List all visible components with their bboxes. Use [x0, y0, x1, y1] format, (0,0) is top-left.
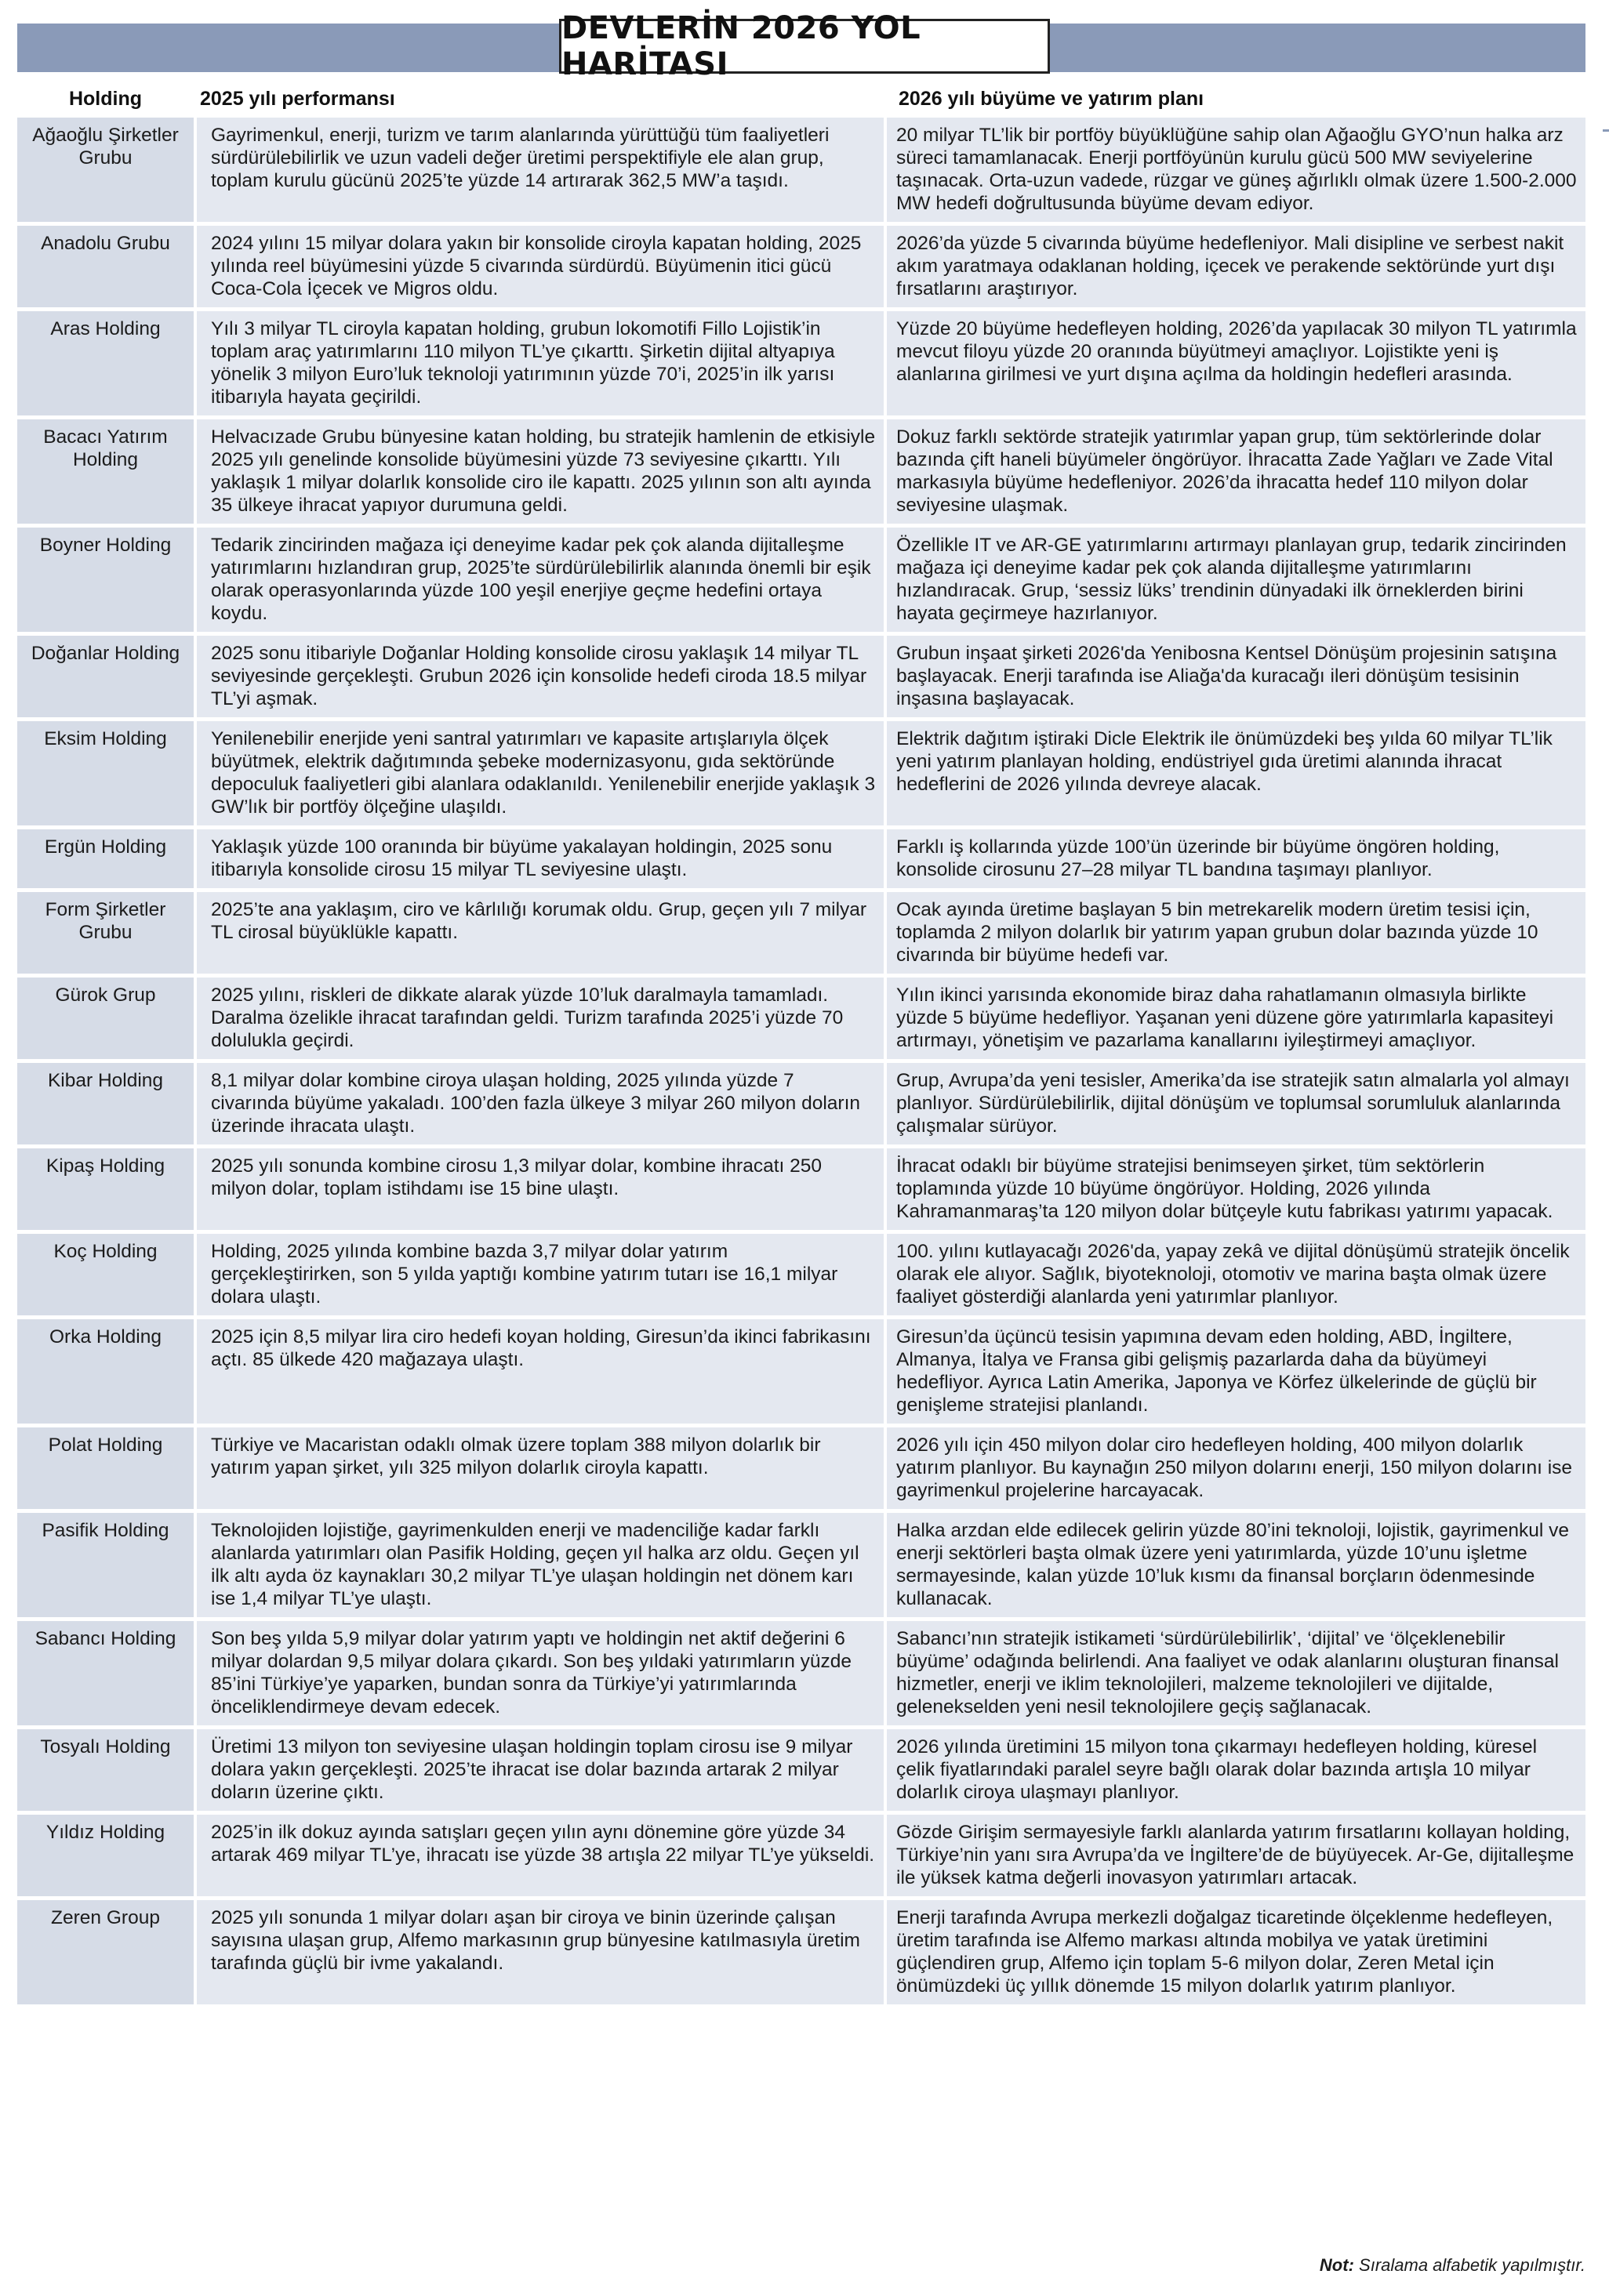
performance-cell: Tedarik zincirinden mağaza içi deneyime kadar pek çok alanda dijitalleşme yatırımlarını hızlandıran grup, 2025’te sürdürülebilirlik alanında önemli bir eşik olarak operasyonlarında yüzde 100 yeşil enerjiye geçme hedefini ortaya koydu.	[194, 528, 884, 636]
holding-name-cell: Kibar Holding	[17, 1063, 194, 1148]
holding-name-cell: Polat Holding	[17, 1427, 194, 1513]
holding-name-cell: Boyner Holding	[17, 528, 194, 636]
holding-name-cell: Ağaoğlu Şirketler Grubu	[17, 118, 194, 226]
page-title: DEVLERİN 2026 YOL HARİTASI	[559, 19, 1050, 74]
holding-name-cell: Bacacı Yatırım Holding	[17, 419, 194, 528]
holding-name-cell: Sabancı Holding	[17, 1621, 194, 1729]
plan-cell: Giresun’da üçüncü tesisin yapımına devam eden holding, ABD, İngiltere, Almanya, İtalya ve Fransa gibi gelişmiş pazarlarda daha da büyümeyi hedefliyor. Ayrıca Latin Amerika, Japonya ve Körfez ülkelerinde de güçlü bir genişleme stratejisi planlandı.	[884, 1319, 1585, 1427]
plan-cell: Dokuz farklı sektörde stratejik yatırımlar yapan grup, tüm sektörlerinde dolar bazında çift haneli büyümeler öngörüyor. İhracatta Zade Yağları ve Zade Vital markasıyla büyüme hedefleniyor. 2026’da ihracatta hedef 110 milyon dolar seviyesine ulaşmak.	[884, 419, 1585, 528]
header-performance: 2025 yılı performansı	[200, 88, 395, 110]
holding-name-cell: Yıldız Holding	[17, 1815, 194, 1900]
roadmap-table	[17, 118, 1585, 2008]
edge-mark	[1603, 129, 1609, 132]
holding-name-cell: Kipaş Holding	[17, 1148, 194, 1234]
holding-name-cell: Pasifik Holding	[17, 1513, 194, 1621]
plan-cell: Gözde Girişim sermayesiyle farklı alanlarda yatırım fırsatlarını kollayan holding, Türkiye’nin yanı sıra Avrupa’da ve İngiltere’de de büyüyecek. Ar-Ge, dijitalleşme ile yüksek katma değerli inovasyon yatırımları artacak.	[884, 1815, 1585, 1900]
performance-cell: Helvacızade Grubu bünyesine katan holding, bu stratejik hamlenin de etkisiyle 2025 yılı genelinde konsolide büyümesini yüzde 73 seviyesine çıkarttı. Yılı yaklaşık 1 milyar dolarlık konsolide ciro ile kapattı. 2025 yılının son altı ayında 35 ülkeye ihracat yapıyor durumuna geldi.	[194, 419, 884, 528]
plan-cell: 2026 yılında üretimini 15 milyon tona çıkarmayı hedefleyen holding, küresel çelik fiyatlarındaki paralel seyre bağlı olarak dolar bazında artışla 10 milyar dolarlık ciroya ulaşmayı planlıyor.	[884, 1729, 1585, 1815]
performance-cell: Yılı 3 milyar TL ciroyla kapatan holding, grubun lokomotifi Fillo Lojistik’in toplam araç yatırımlarını 110 milyon TL’ye çıkarttı. Şirketin dijital altyapıya yönelik 3 milyon Euro’luk teknoloji yatırımının yüzde 70’i, 2025’in ilk yarısı itibarıyla hayata geçirildi.	[194, 311, 884, 419]
performance-cell: 2025 yılını, riskleri de dikkate alarak yüzde 10’luk daralmayla tamamladı. Daralma özelikle ihracat tarafından geldi. Turizm tarafında 2025’i yüzde 70 dolulukla geçirdi.	[194, 978, 884, 1063]
performance-cell: Holding, 2025 yılında kombine bazda 3,7 milyar dolar yatırım gerçekleştirirken, son 5 yılda yaptığı kombine yatırım tutarı ise 16,1 milyar dolara ulaştı.	[194, 1234, 884, 1319]
holding-name-cell: Zeren Group	[17, 1900, 194, 2008]
performance-cell: 2025’in ilk dokuz ayında satışları geçen yılın aynı dönemine göre yüzde 34 artarak 469 milyar TL’ye, ihracatı ise yüzde 38 artışla 22 milyar TL’ye yükseldi.	[194, 1815, 884, 1900]
holding-name-cell: Aras Holding	[17, 311, 194, 419]
plan-cell: 20 milyar TL’lik bir portföy büyüklüğüne sahip olan Ağaoğlu GYO’nun halka arz süreci tamamlanacak. Enerji portföyünün kurulu gücü 500 MW seviyelerine taşınacak. Orta-uzun vadede, rüzgar ve güneş ağırlıklı olmak üzere 1.500-2.000 MW hedefi doğrultusunda büyüme devam ediyor.	[884, 118, 1585, 226]
plan-cell: Sabancı’nın stratejik istikameti ‘sürdürülebilirlik’, ‘dijital’ ve ‘ölçeklenebilir büyüme’ odağında belirlendi. Ana faaliyet ve odak alanlarını oluşturan finansal hizmetler, enerji ve iklim teknolojileri, malzeme teknolojileri ve dijitalde, gelenekselden yeni nesil teknolojilere geçiş sağlanacak.	[884, 1621, 1585, 1729]
performance-cell: 2025 için 8,5 milyar lira ciro hedefi koyan holding, Giresun’da ikinci fabrikasını açtı. 85 ülkede 420 mağazaya ulaştı.	[194, 1319, 884, 1427]
holding-name-cell: Doğanlar Holding	[17, 636, 194, 721]
performance-cell: Türkiye ve Macaristan odaklı olmak üzere toplam 388 milyon dolarlık bir yatırım yapan şirket, yılı 325 milyon dolarlık ciroyla kapattı.	[194, 1427, 884, 1513]
performance-cell: 2025 yılı sonunda 1 milyar doları aşan bir ciroya ve binin üzerinde çalışan sayısına ulaşan grup, Alfemo markasının grup bünyesine katılmasıyla üretim tarafında güçlü bir ivme yakalandı.	[194, 1900, 884, 2008]
plan-cell: Farklı iş kollarında yüzde 100’ün üzerinde bir büyüme öngören holding, konsolide cirosunu 27–28 milyar TL bandına taşımayı planlıyor.	[884, 829, 1585, 892]
performance-cell: Yaklaşık yüzde 100 oranında bir büyüme yakalayan holdingin, 2025 sonu itibarıyla konsolide cirosu 15 milyar TL seviyesine ulaştı.	[194, 829, 884, 892]
holding-name-cell: Koç Holding	[17, 1234, 194, 1319]
header-plan: 2026 yılı büyüme ve yatırım planı	[899, 88, 1204, 110]
footnote	[1320, 2255, 1585, 2276]
table-header	[17, 78, 1585, 119]
performance-cell: Yenilenebilir enerjide yeni santral yatırımları ve kapasite artışlarıyla ölçek büyütmek, elektrik dağıtımında şebeke modernizasyonu, gıda sektöründe depoculuk faaliyetleri gibi alanlara odaklanıldı. Yenilenebilir enerjide yaklaşık 3 GW’lık bir portföy ölçeğine ulaşıldı.	[194, 721, 884, 829]
holding-name-cell: Ergün Holding	[17, 829, 194, 892]
plan-cell: Grup, Avrupa’da yeni tesisler, Amerika’da ise stratejik satın almalarla yol almayı planlıyor. Sürdürülebilirlik, dijital dönüşüm ve toplumsal sorumluluk alanlarında çalışmalar sürüyor.	[884, 1063, 1585, 1148]
plan-cell: Elektrik dağıtım iştiraki Dicle Elektrik ile önümüzdeki beş yılda 60 milyar TL’lik yeni yatırım planlayan holding, endüstriyel gıda üretimi alanında ihracat hedeflerini de 2026 yılında devreye alacak.	[884, 721, 1585, 829]
plan-cell: Ocak ayında üretime başlayan 5 bin metrekarelik modern üretim tesisi için, toplamda 2 milyon dolarlık bir yatırım yapan grubun dolar bazında yüzde 10 civarında bir büyüme hedefi var.	[884, 892, 1585, 978]
plan-cell: Grubun inşaat şirketi 2026'da Yenibosna Kentsel Dönüşüm projesinin satışına başlayacak. Enerji tarafında ise Aliağa'da kuracağı ileri dönüşüm tesisinin inşasına başlayacak.	[884, 636, 1585, 721]
footnote-label: Not:	[1319, 2255, 1354, 2275]
holding-name-cell: Gürok Grup	[17, 978, 194, 1063]
performance-cell: Üretimi 13 milyon ton seviyesine ulaşan holdingin toplam cirosu ise 9 milyar dolara yakın gerçekleşti. 2025’te ihracat ise dolar bazında artarak 2 milyar doların üzerine çıktı.	[194, 1729, 884, 1815]
holding-name-cell: Orka Holding	[17, 1319, 194, 1427]
plan-cell: Özellikle IT ve AR-GE yatırımlarını artırmayı planlayan grup, tedarik zincirinden mağaza içi deneyime kadar pek çok alanda dijitalleşme yatırımlarını hızlandıracak. Grup, ‘sessiz lüks’ trendinin dünyadaki ilk örneklerden birini hayata geçirmeye hazırlanıyor.	[884, 528, 1585, 636]
plan-cell: 100. yılını kutlayacağı 2026'da, yapay zekâ ve dijital dönüşümü stratejik öncelik olarak ele alıyor. Sağlık, biyoteknoloji, otomotiv ve marina başta olmak üzere faaliyet gösterdiği alanlarda yeni yatırımlar planlıyor.	[884, 1234, 1585, 1319]
plan-cell: Yılın ikinci yarısında ekonomide biraz daha rahatlamanın olmasıyla birlikte yüzde 5 büyüme hedefliyor. Yaşanan yeni düzene göre yatırımlarla kapasiteyi artırmayı, yönetişim ve pazarlama kanallarını iyileştirmeyi amaçlıyor.	[884, 978, 1585, 1063]
holding-name-cell: Form Şirketler Grubu	[17, 892, 194, 978]
plan-cell: Halka arzdan elde edilecek gelirin yüzde 80’ini teknoloji, lojistik, gayrimenkul ve enerji sektörleri başta olmak üzere yeni yatırımlarda, yüzde 10’unu işletme sermayesinde, kalan yüzde 10’luk kısmı da finansal borçların ödenmesinde kullanacak.	[884, 1513, 1585, 1621]
plan-cell: 2026 yılı için 450 milyon dolar ciro hedefleyen holding, 400 milyon dolarlık yatırım planlıyor. Bu kaynağın 250 milyon dolarını enerji, 150 milyon dolarını ise gayrimenkul projelerine harcayacak.	[884, 1427, 1585, 1513]
footnote-text: Sıralama alfabetik yapılmıştır.	[1359, 2255, 1585, 2275]
plan-cell: 2026’da yüzde 5 civarında büyüme hedefleniyor. Mali disipline ve serbest nakit akım yaratmaya odaklanan holding, içecek ve perakende sektöründe yurt dışı fırsatlarını araştırıyor.	[884, 226, 1585, 311]
plan-cell: Yüzde 20 büyüme hedefleyen holding, 2026’da yapılacak 30 milyon TL yatırımla mevcut filoyu yüzde 20 oranında büyütmeyi amaçlıyor. Lojistikte yeni iş alanlarına girilmesi ve yurt dışına açılma da holdingin hedefleri arasında.	[884, 311, 1585, 419]
holding-name-cell: Anadolu Grubu	[17, 226, 194, 311]
plan-cell: İhracat odaklı bir büyüme stratejisi benimseyen şirket, tüm sektörlerin toplamında yüzde 10 büyüme öngörüyor. Holding, 2026 yılında Kahramanmaraş’ta 120 milyon dolar bütçeyle kutu fabrikası yatırımı yapacak.	[884, 1148, 1585, 1234]
performance-cell: Gayrimenkul, enerji, turizm ve tarım alanlarında yürüttüğü tüm faaliyetleri sürdürülebilirlik ve uzun vadeli değer üretimi perspektifiyle ele alan grup, toplam kurulu gücünü 2025’te yüzde 14 artırarak 362,5 MW’a taşıdı.	[194, 118, 884, 226]
holding-name-cell: Tosyalı Holding	[17, 1729, 194, 1815]
performance-cell: Teknolojiden lojistiğe, gayrimenkulden enerji ve madenciliğe kadar farklı alanlarda yatırımları olan Pasifik Holding, geçen yıl halka arz oldu. Geçen yıl ilk altı ayda öz kaynakları 30,2 milyar TL’ye ulaşan holdingin net dönem karı ise 1,4 milyar TL’ye ulaştı.	[194, 1513, 884, 1621]
performance-cell: 2025’te ana yaklaşım, ciro ve kârlılığı korumak oldu. Grup, geçen yılı 7 milyar TL cirosal büyüklükle kapattı.	[194, 892, 884, 978]
performance-cell: 2025 yılı sonunda kombine cirosu 1,3 milyar dolar, kombine ihracatı 250 milyon dolar, toplam istihdamı ise 15 bine ulaştı.	[194, 1148, 884, 1234]
performance-cell: 8,1 milyar dolar kombine ciroya ulaşan holding, 2025 yılında yüzde 7 civarında büyüme yakaladı. 100’den fazla ülkeye 3 milyar 260 milyon doların üzerinde ihracata ulaştı.	[194, 1063, 884, 1148]
holding-name-cell: Eksim Holding	[17, 721, 194, 829]
performance-cell: 2025 sonu itibariyle Doğanlar Holding konsolide cirosu yaklaşık 14 milyar TL seviyesinde gerçekleşti. Grubun 2026 için konsolide hedefi ciroda 18.5 milyar TL’yi aşmak.	[194, 636, 884, 721]
header-holding: Holding	[68, 88, 143, 110]
performance-cell: 2024 yılını 15 milyar dolara yakın bir konsolide ciroyla kapatan holding, 2025 yılında reel büyümesini yüzde 5 civarında sürdürdü. Büyümenin itici gücü Coca-Cola İçecek ve Migros oldu.	[194, 226, 884, 311]
plan-cell: Enerji tarafında Avrupa merkezli doğalgaz ticaretinde ölçeklenme hedefleyen, üretim tarafında ise Alfemo markası altında mobilya ve yatak üretimini güçlendiren grup, Alfemo için toplam 5-6 milyon dolar, Zeren Metal için önümüzdeki üç yıllık dönemde 15 milyon dolarlık yatırım planlıyor.	[884, 1900, 1585, 2008]
performance-cell: Son beş yılda 5,9 milyar dolar yatırım yaptı ve holdingin net aktif değerini 6 milyar dolardan 9,5 milyar dolara çıkardı. Son beş yıldaki yatırımların yüzde 85’ini Türkiye’ye yaparken, bundan sonra da Türkiye’yi yatırımlarında önceliklendirmeye devam edecek.	[194, 1621, 884, 1729]
